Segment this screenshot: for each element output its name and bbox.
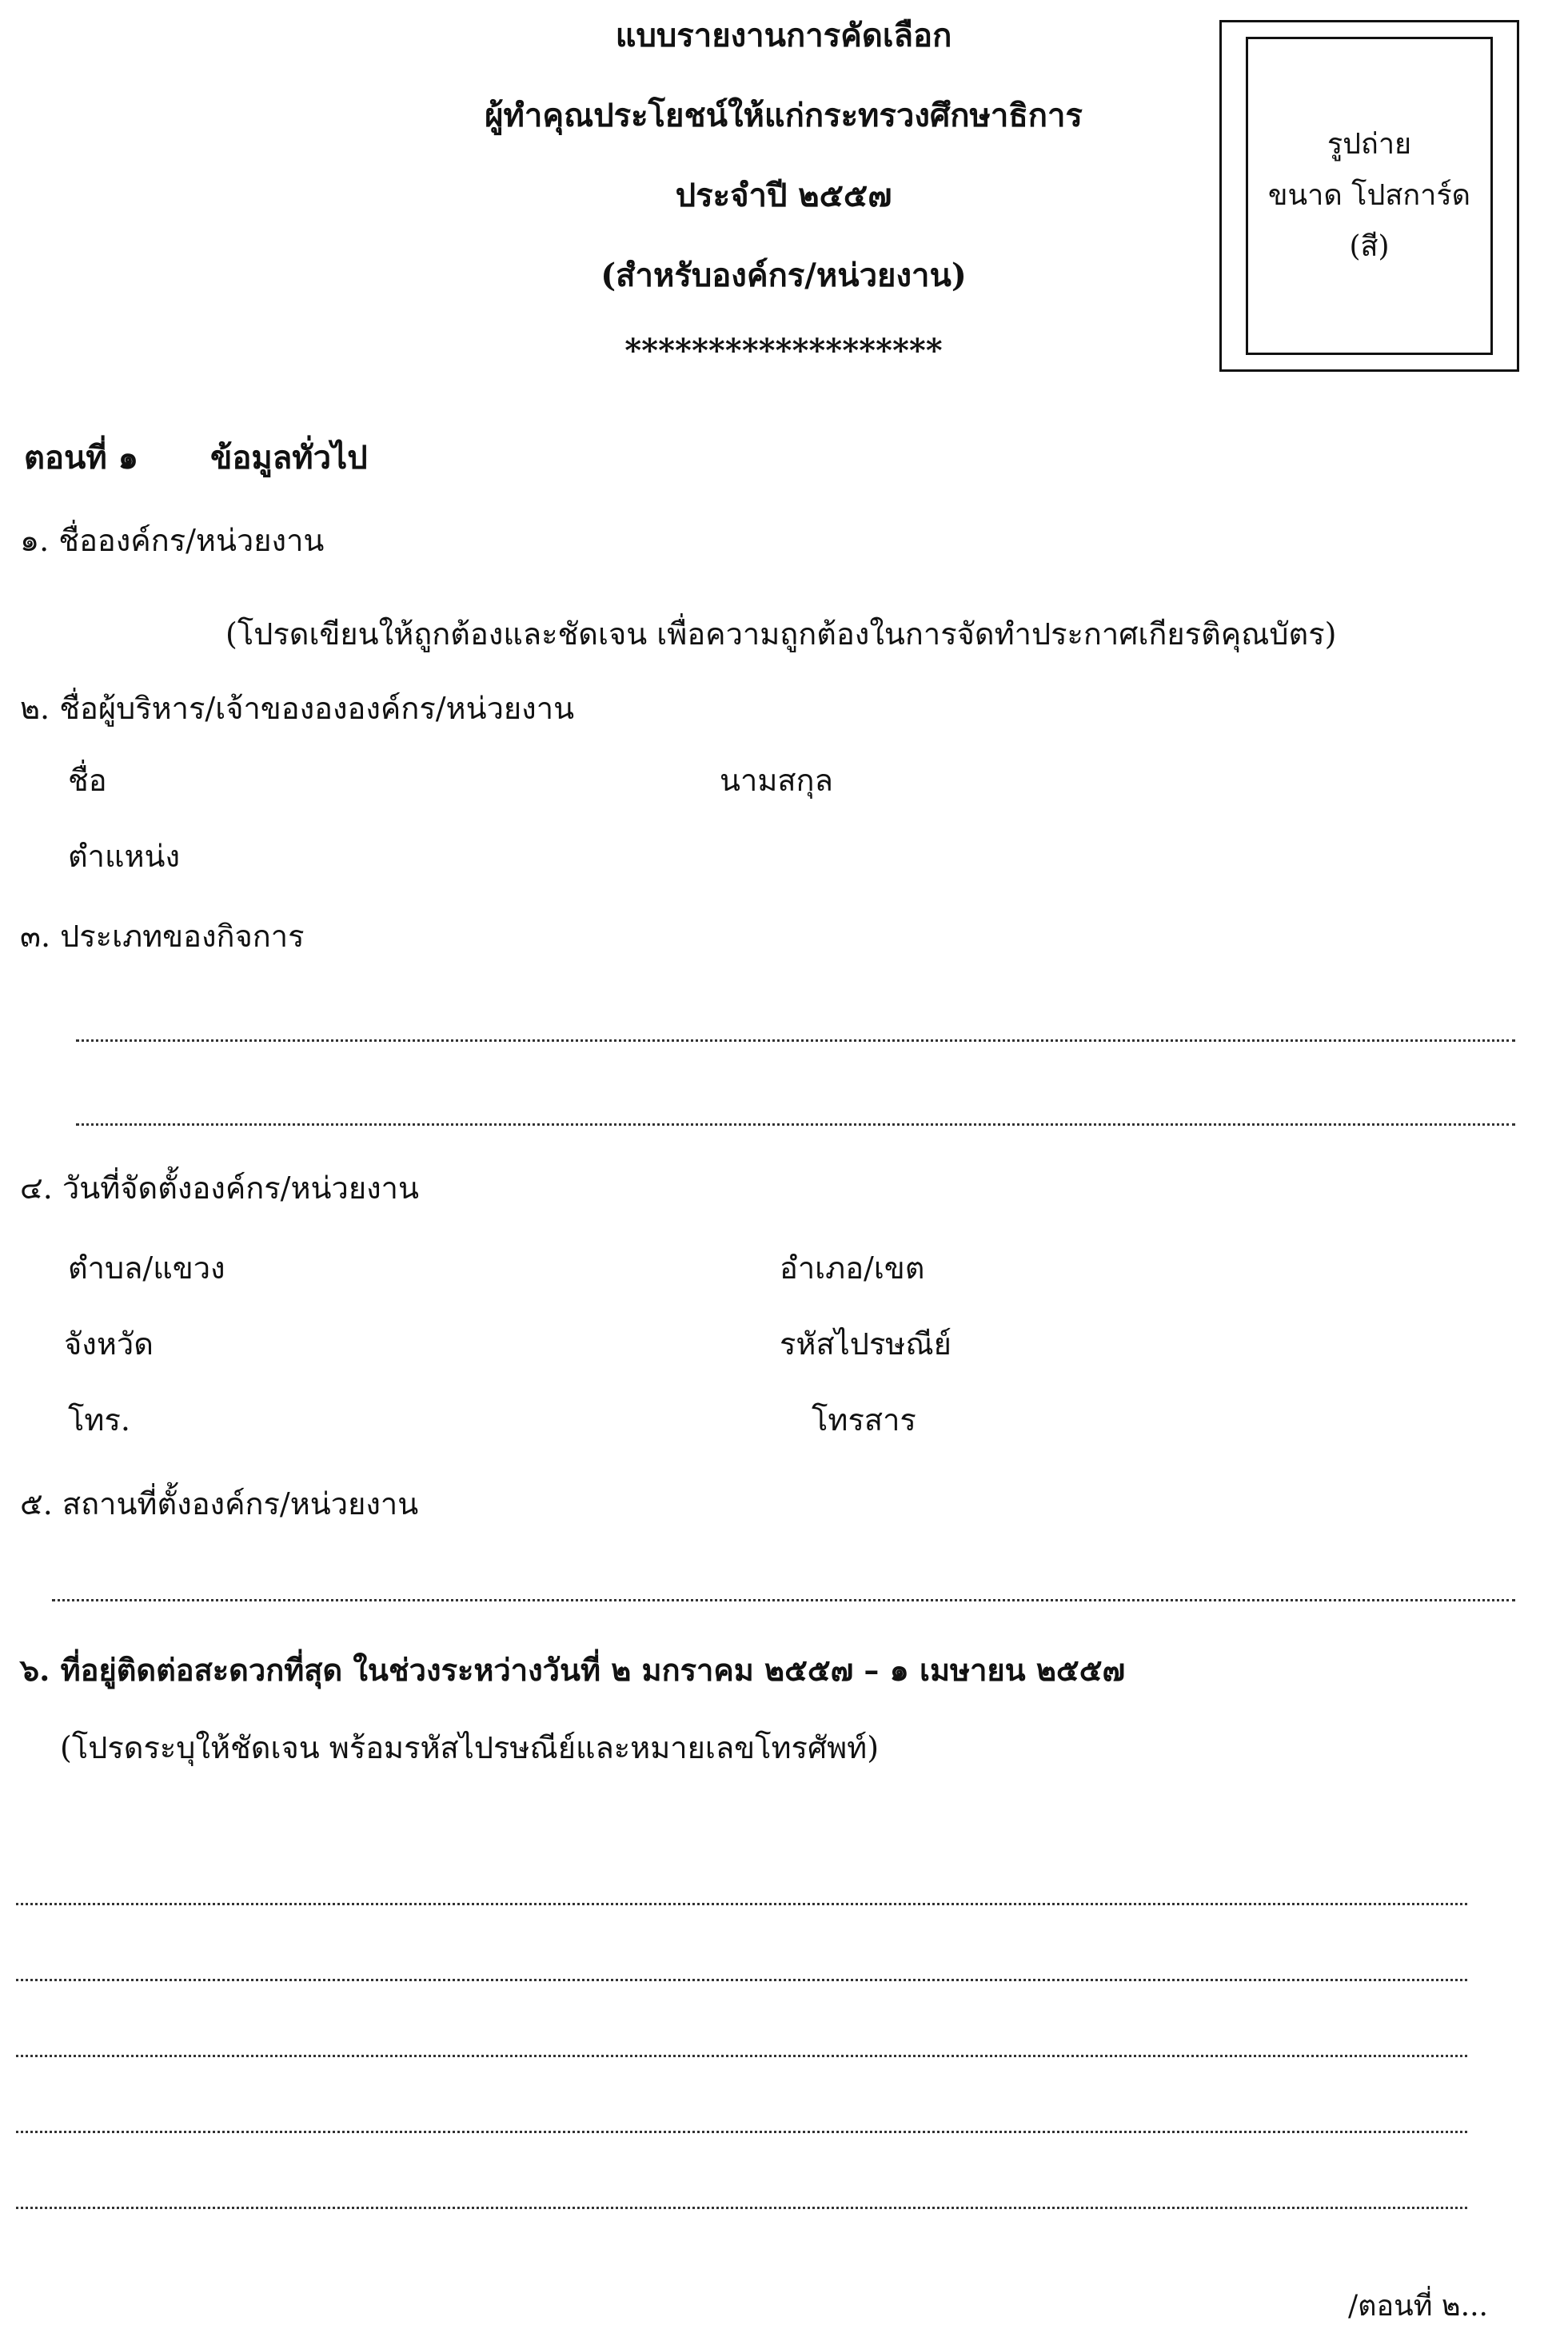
contact-line-3[interactable]: [16, 2055, 1467, 2057]
location-row: [20, 1479, 1515, 1527]
photo-color-label: (สี): [1349, 230, 1390, 263]
surname-label: นามสกุล: [720, 763, 833, 798]
contact-line-4[interactable]: [16, 2131, 1467, 2133]
executive-label: ๒. ชื่อผู้บริหาร/เจ้าของององค์กร/หน่วยงาน: [20, 691, 575, 726]
contact-line-1[interactable]: [16, 1903, 1467, 1905]
photo-box: [1219, 20, 1519, 372]
business-type-line-3[interactable]: [76, 1123, 1515, 1126]
founded-row: [20, 1163, 1515, 1211]
form-subtitle: ผู้ทำคุณประโยชน์ให้แก่กระทรวงศึกษาธิการ: [485, 97, 1083, 134]
subdistrict-row: [68, 1243, 776, 1291]
founded-label: ๔. วันที่จัดตั้งองค์กร/หน่วยงาน: [20, 1171, 419, 1206]
business-type-row: [20, 911, 1515, 959]
surname-row: [720, 756, 1519, 804]
title-stars: *******************: [624, 332, 943, 369]
org-name-row: [20, 516, 1515, 564]
photo-label: รูปถ่าย: [1327, 128, 1412, 161]
phone-row: [68, 1395, 812, 1443]
province-row: [64, 1319, 776, 1367]
section-label: ตอนที่ ๑: [24, 439, 139, 477]
position-label: ตำแหน่ง: [68, 839, 181, 874]
org-name-note: (โปรดเขียนให้ถูกต้องและชัดเจน เพื่อความถูกต้องในการจัดทำประกาศเกียรติคุณบัตร): [225, 616, 1337, 652]
postcode-label: รหัสไปรษณีย์: [780, 1326, 952, 1362]
location-line-2[interactable]: [52, 1599, 1515, 1601]
first-name-row: [68, 756, 720, 804]
form-year: ประจำปี ๒๕๕๗: [675, 177, 892, 214]
contact-line-5[interactable]: [16, 2207, 1467, 2209]
subdistrict-label: ตำบล/แขวง: [68, 1250, 225, 1286]
org-name-label: ๑. ชื่อองค์กร/หน่วยงาน: [20, 523, 325, 558]
province-label: จังหวัด: [64, 1326, 154, 1362]
section-heading: [24, 432, 368, 483]
fax-row: [812, 1395, 1515, 1443]
contact-label: ๖. ที่อยู่ติดต่อสะดวกที่สุด ในช่วงระหว่างวันที่ ๒ มกราคม ๒๕๕๗ – ๑ เมษายน ๒๕๕๗: [20, 1652, 1126, 1688]
district-label: อำเภอ/เขต: [780, 1250, 925, 1286]
next-page-marker: /ตอนที่ ๒...: [1348, 2290, 1488, 2323]
fax-label: โทรสาร: [812, 1402, 916, 1438]
form-title: แบบรายงานการคัดเลือก: [615, 17, 952, 54]
business-type-line-2[interactable]: [76, 1039, 1515, 1042]
form-audience: (สำหรับองค์กร/หน่วยงาน): [600, 257, 967, 294]
position-row: [68, 832, 1519, 879]
contact-line-2[interactable]: [16, 1979, 1467, 1981]
district-row: [780, 1243, 1519, 1291]
phone-label: โทร.: [68, 1402, 130, 1438]
location-label: ๕. สถานที่ตั้งองค์กร/หน่วยงาน: [20, 1486, 419, 1521]
contact-note: (โปรดระบุให้ชัดเจน พร้อมรหัสไปรษณีย์และหมายเลขโทรศัพท์): [60, 1730, 880, 1765]
photo-frame: [1246, 37, 1493, 355]
section-title: ข้อมูลทั่วไป: [210, 439, 368, 477]
first-name-label: ชื่อ: [68, 763, 107, 798]
business-type-label: ๓. ประเภทของกิจการ: [20, 919, 305, 954]
photo-size-label: ขนาด โปสการ์ด: [1267, 179, 1471, 212]
postcode-row: [780, 1319, 1519, 1367]
